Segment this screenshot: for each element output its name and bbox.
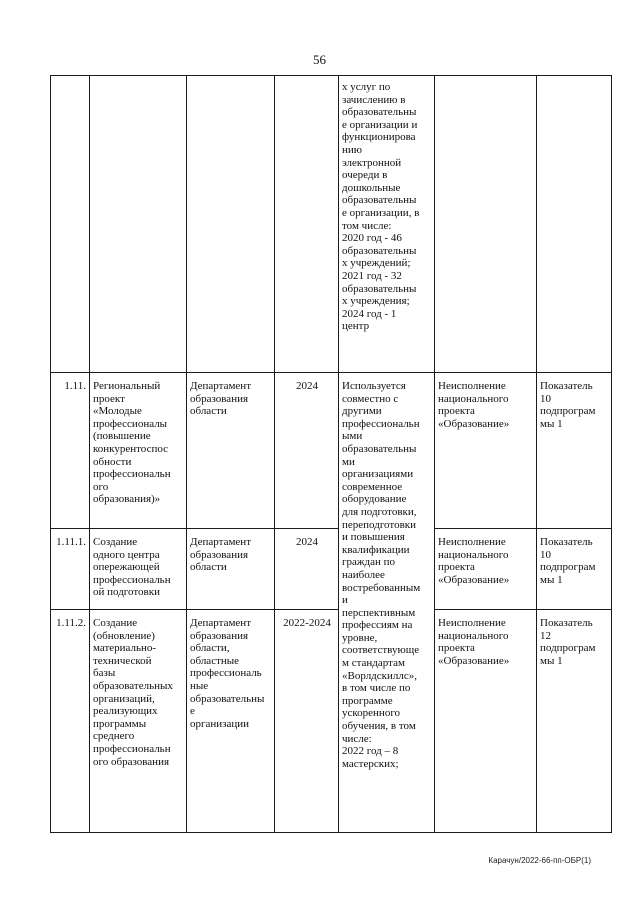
indicator-text: Показатель 10 подпрограм мы 1	[540, 536, 596, 586]
implementation-year: 2024	[296, 380, 318, 392]
continuation-measure-text: х услуг по зачислению в образовательны е организации и функционирова нию электронной очереди в дошкольные образовательны е организации, в том числе: 2020 год - 46 образовательны х учреждений; 2021 год - 32 образовательны х учреждения; 2024 год - 1 центр	[342, 81, 420, 333]
executor: Департамент образования области, областные профессиональ ные образовательны е организации	[190, 617, 265, 730]
implementation-year: 2022-2024	[283, 617, 331, 629]
executor: Департамент образования области	[190, 380, 252, 418]
measure-name: Создание одного центра опережающей профессиональн ой подготовки	[93, 536, 171, 599]
document-footer-code: Карачун/2022-66-пп-ОБР(1)	[488, 856, 591, 865]
indicator-text: Показатель 10 подпрограм мы 1	[540, 380, 596, 430]
column-divider	[536, 75, 537, 833]
column-divider	[89, 75, 90, 833]
measure-name: Создание (обновление) материально- технической базы образовательных организаций, реализующих программы среднего профессиональн ого образования	[93, 617, 173, 768]
table-top-border	[50, 75, 612, 76]
risk-text: Неисполнение национального проекта «Образование»	[438, 536, 510, 586]
row-number: 1.11.1.	[56, 536, 86, 548]
row-number: 1.11.	[64, 380, 86, 392]
indicator-text: Показатель 12 подпрограм мы 1	[540, 617, 596, 667]
row-divider	[434, 528, 612, 529]
table-bottom-border	[50, 832, 612, 833]
column-divider	[50, 75, 51, 833]
risk-text: Неисполнение национального проекта «Образование»	[438, 617, 510, 667]
risk-text: Неисполнение национального проекта «Образование»	[438, 380, 510, 430]
row-divider	[50, 372, 612, 373]
row-divider	[50, 528, 338, 529]
executor: Департамент образования области	[190, 536, 252, 574]
measure-name: Региональный проект «Молодые профессионалы (повышение конкурентоспос обности профессиональн ого образования)»	[93, 380, 171, 506]
row-divider	[434, 609, 612, 610]
page-number: 56	[313, 52, 326, 67]
implementation-year: 2024	[296, 536, 318, 548]
column-divider	[274, 75, 275, 833]
column-divider	[338, 75, 339, 833]
row-divider	[50, 609, 338, 610]
row-number: 1.11.2.	[56, 617, 86, 629]
shared-result-text: Используется совместно с другими профессиональн ыми образовательны ми организациями современное оборудование для подготовки, переподготовки и повышения квалификации граждан по наиболее востребованным и перспективным профессиям на уровне, соответствующе м стандартам «Ворлдскиллс», в том числе по программе ускоренного обучения, в том числе: 2022 год – 8 мастерских;	[342, 380, 421, 770]
column-divider	[611, 75, 612, 833]
